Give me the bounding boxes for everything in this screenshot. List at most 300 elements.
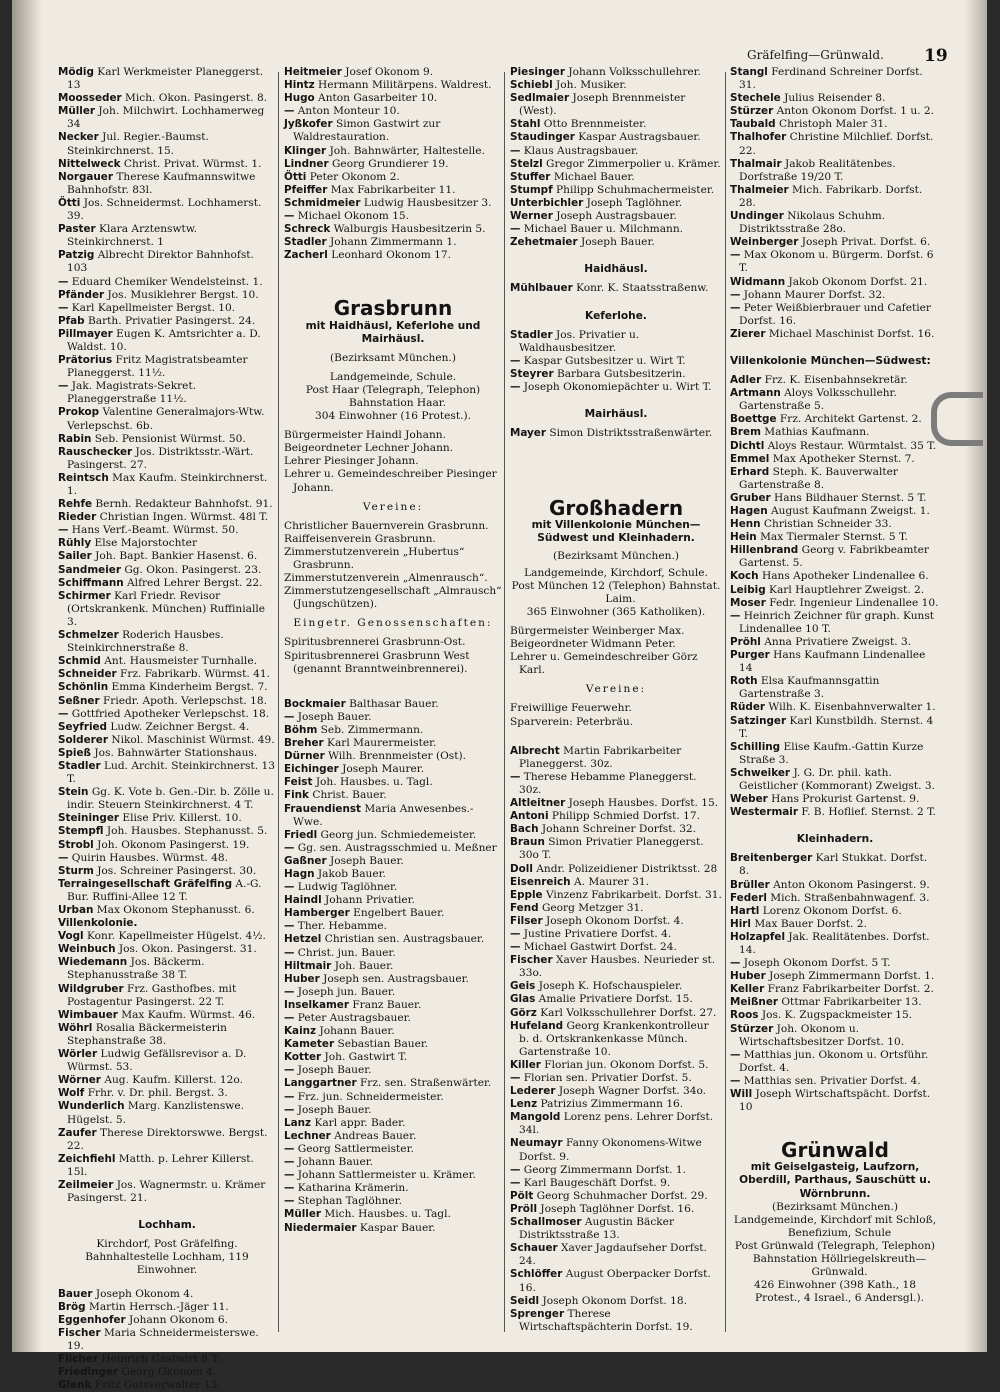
entry-surname: Prätorius (58, 354, 113, 367)
entry-surname: Necker (58, 131, 99, 144)
directory-entry (510, 427, 722, 440)
entry-surname: Vogl (58, 930, 84, 943)
directory-entry (510, 1098, 722, 1111)
directory-entry (284, 947, 502, 960)
directory-entry (510, 836, 722, 862)
directory-entry (730, 905, 940, 918)
entry-details: Max Kaufm. Steinkirchnerst. 1. (67, 471, 268, 497)
entry-surname: Federl (730, 891, 767, 904)
entry-surname: — (284, 1012, 295, 1024)
entry-details: Elsa Kaufmannsgattin Gartenstraße 3. (739, 675, 880, 701)
residents-list-mairhausl (510, 427, 722, 440)
directory-entry (284, 776, 502, 789)
text-line: Sparverein: Peterbräu. (510, 715, 634, 728)
entry-surname: Lanz (284, 1116, 312, 1129)
entry-details: Gregor Zimmerpolier u. Krämer. (546, 157, 721, 170)
directory-entry (510, 1295, 722, 1308)
entry-details: Karl appr. Bader. (314, 1116, 406, 1129)
entry-details: Seb. Zimmermann. (320, 723, 424, 736)
page-edge (965, 0, 987, 1352)
entry-details: Martin Fabrikarbeiter Planeggerst. 30z. (519, 744, 682, 770)
entry-surname: Fend (510, 901, 539, 914)
directory-entry (58, 564, 276, 577)
directory-entry (58, 747, 276, 760)
entry-surname: Stempfl (58, 825, 104, 838)
entry-details: Jos. Wagnermstr. u. Krämer Pasingerst. 21. (67, 1178, 266, 1205)
entry-surname: — (730, 957, 741, 970)
entry-surname: Pölt (510, 1189, 534, 1202)
entry-details: Philipp Schmied Dorfst. 17. (551, 810, 700, 823)
entry-details: Georg Krankenkontrolleur b. d. Ortskrankenkasse Münch. Gartenstraße 10. (519, 1019, 709, 1058)
directory-entry (510, 381, 722, 394)
entry-details: Klaus Austragsbauer. (523, 144, 639, 157)
directory-entry (730, 852, 940, 878)
entry-surname: — (284, 985, 295, 998)
entry-details: Christian Ingen. Würmst. 48l T. (99, 511, 269, 524)
entry-surname: — (284, 710, 295, 723)
entry-surname: Schirmer (58, 589, 111, 602)
entry-details: Jos. K. Zugspackmeister 15. (761, 1009, 913, 1022)
directory-entry (510, 171, 722, 184)
directory-entry (730, 767, 940, 793)
entry-surname: Schlöffer (510, 1268, 563, 1281)
entry-details: Joseph Okonom Dorfst. 18. (542, 1294, 687, 1307)
entry-details: A. Maurer 31. (573, 875, 649, 888)
entry-surname: Urban (58, 904, 94, 916)
directory-entry (58, 315, 276, 328)
entry-surname: Artmann (730, 387, 781, 400)
directory-entry (510, 1308, 722, 1334)
directory-entry (730, 158, 940, 184)
directory-entry (284, 171, 502, 184)
directory-entry (284, 763, 502, 776)
entry-details: Stephan Taglöhner. (297, 1195, 402, 1208)
entry-details: Karl Baugeschäft Dorfst. 9. (523, 1176, 671, 1189)
entry-details: Jos. Bäckerm. Stephanusstraße 38 T. (67, 956, 205, 982)
entry-surname: — (284, 1103, 295, 1116)
section-intro-lochham: Kirchdorf, Post Gräfelfing. Bahnhaltestelle Lochham, 119 Einwohner. (85, 1238, 249, 1277)
entry-surname: Wiedemann (58, 956, 128, 969)
directory-entry (510, 223, 722, 236)
entry-details: Fritz Gutsverwalter 13. (94, 1379, 221, 1392)
entry-surname: — (58, 275, 69, 288)
entry-surname: Mangold (510, 1111, 561, 1124)
text-line: Beigeordneter Lechner Johann. (284, 442, 454, 455)
entry-details: Sebastian Bauer. (337, 1038, 429, 1051)
entry-details: Ferdinand Schreiner Dorfst. 31. (739, 66, 923, 92)
entry-details: Augustin Bäcker Distriktsstraße 13. (519, 1216, 675, 1242)
entry-details: Therese Hebamme Planeggerst. 30z. (519, 770, 697, 796)
entry-surname: — (58, 380, 69, 393)
entry-surname: Feist (284, 776, 313, 789)
entry-surname: — (730, 249, 741, 262)
entry-surname: Geis (510, 980, 536, 993)
directory-entry (284, 894, 502, 907)
town-title-grasbrunn: Grasbrunn (333, 296, 453, 321)
vereine-label: Vereine: (362, 500, 424, 513)
entry-surname: Schweiker (730, 766, 791, 779)
entry-details: Georg Okonom 4. (121, 1366, 217, 1379)
entry-surname: — (730, 1048, 741, 1061)
directory-entry (58, 511, 276, 524)
directory-entry (730, 505, 940, 518)
directory-entry (730, 328, 940, 341)
directory-entry (58, 66, 276, 92)
directory-entry (510, 1242, 722, 1268)
entry-details: Jakob Bauer. (317, 867, 386, 880)
directory-entry (510, 876, 722, 889)
text-line: Post München 12 (Telephon) Bahnstat. Laim. (511, 579, 721, 605)
residents-list-lochham-cont (284, 66, 502, 262)
entry-details: Georg Zimmermann Dorfst. 1. (523, 1163, 687, 1176)
directory-entry (284, 210, 502, 223)
entry-surname: Thalhofer (730, 131, 787, 144)
entry-surname: Rieder (58, 511, 97, 524)
entry-surname: Bauer (58, 1287, 93, 1300)
entry-details: Frz. Fabrikarb. Würmst. 41. (120, 668, 270, 681)
entry-details: Philipp Schuhmachermeister. (556, 183, 715, 196)
directory-entry (730, 918, 940, 931)
directory-entry (730, 440, 940, 453)
directory-entry (510, 355, 722, 368)
entry-surname: Hillenbrand (730, 544, 799, 557)
directory-entry (730, 584, 940, 597)
entry-details: Joseph Zimmermann Dorfst. 1. (769, 970, 935, 983)
entry-details: Joseph Bauer. (297, 1103, 372, 1116)
entry-details: Vinzenz Fabrikarbeit. Dorfst. 31. (545, 888, 722, 901)
entry-details: Emma Kinderheim Bergst. 7. (111, 681, 268, 694)
entry-surname: Stumpf (510, 183, 553, 196)
entry-details: Elise Priv. Killerst. 10. (122, 812, 242, 825)
directory-entry (58, 668, 276, 681)
entry-surname: Mödig (58, 66, 94, 78)
directory-entry (284, 789, 502, 802)
entry-surname: Stelzl (510, 157, 543, 170)
directory-entry (284, 750, 502, 763)
entry-surname: Stadler (284, 236, 327, 249)
directory-entry (58, 865, 276, 878)
entry-surname: Kainz (284, 1025, 317, 1038)
directory-entry (284, 1195, 502, 1208)
entry-details: Joseph Wirtschaftspächt. Dorfst. 10 (739, 1088, 931, 1114)
entry-surname: Fischer (510, 954, 553, 967)
entry-details: Georg jun. Schmiedemeister. (320, 828, 477, 841)
entry-surname: Eisenreich (510, 875, 571, 888)
entry-details: Hans Prokurist Gartenst. 9. (771, 793, 920, 806)
entry-details: Franz Bauer. (352, 998, 422, 1011)
entry-surname: Wildgruber (58, 982, 124, 995)
entry-surname: Stadler (510, 328, 553, 341)
directory-entry (58, 1179, 276, 1205)
entry-details: Johann Zimmermann 1. (330, 236, 457, 249)
entry-surname: Will (730, 1088, 753, 1101)
directory-entry (730, 210, 940, 236)
entry-details: Christine Milchlief. Dorfst. 22. (739, 131, 934, 157)
entry-surname: Gruber (730, 491, 771, 504)
directory-entry (730, 518, 940, 531)
entry-details: Georg v. Fabrikbeamter Gartenst. 5. (739, 544, 929, 570)
entry-details: Ant. Hausmeister Turnhalle. (104, 655, 257, 668)
entry-details: Ottmar Fabrikarbeiter 13. (781, 996, 922, 1009)
directory-entry (510, 771, 722, 797)
entry-details: Jos. Schneidermst. Lochhamerst. 39. (67, 196, 262, 223)
entry-surname: — (58, 851, 69, 864)
entry-surname: — (730, 301, 741, 314)
entry-surname: Lindner (284, 157, 329, 170)
entry-surname: Weber (730, 793, 768, 806)
entry-surname: Strobl (58, 838, 94, 851)
text-line: Spiritusbrennerei Grasbrunn-Ost. (284, 636, 466, 649)
entry-surname: Rauschecker (58, 445, 133, 458)
directory-entry (730, 544, 940, 570)
entry-details: Simon Distriktsstraßenwärter. (549, 427, 713, 440)
directory-entry (730, 983, 940, 996)
entry-details: Johann Volksschullehrer. (568, 66, 701, 78)
entry-surname: Zacherl (284, 249, 328, 262)
entry-details: Max Tiermaler Sternst. 5 T. (760, 531, 908, 544)
directory-entry (730, 453, 940, 466)
entry-details: Therese Kaufmannswitwe Bahnhofstr. 83l. (67, 170, 256, 196)
entry-details: Therese Wirtschaftspächterin Dorfst. 19. (519, 1307, 693, 1333)
directory-entry (284, 1091, 502, 1104)
directory-entry (284, 842, 502, 855)
entry-details: Nikol. Maschinist Würmst. 49. (111, 733, 275, 746)
entry-surname: — (510, 1176, 521, 1189)
directory-entry (510, 158, 722, 171)
entry-surname: Meißner (730, 996, 778, 1009)
entry-surname: Klinger (284, 144, 327, 157)
entry-surname: Pfab (58, 314, 85, 327)
directory-entry (58, 1074, 276, 1087)
entry-details: Christ. Bauer. (312, 789, 387, 802)
entry-surname: Müller (284, 1208, 322, 1221)
directory-entry (58, 1048, 276, 1074)
directory-entry (730, 931, 940, 957)
text-line: Raiffeisenverein Grasbrunn. (284, 532, 436, 545)
entry-surname: — (284, 1169, 295, 1182)
text-line: Spiritusbrennerei Grasbrunn West (genannt Branntweinbrennerei). (284, 649, 470, 675)
entry-details: Joh. Gastwirt T. (324, 1051, 408, 1064)
entry-details: Joseph Okonom 4. (95, 1287, 194, 1300)
entry-details: Fedr. Ingenieur Lindenallee 10. (769, 596, 939, 609)
directory-entry (510, 810, 722, 823)
entry-details: Joseph K. Hofschauspieler. (538, 980, 683, 993)
text-line: 365 Einwohner (365 Katholiken). (526, 605, 706, 618)
entry-details: Frz. K. Eisenbahnsekretär. (764, 374, 908, 387)
entry-details: Matthias jun. Okonom u. Ortsführ. Dorfst. 4. (739, 1048, 929, 1074)
entry-surname: Sailer (58, 550, 92, 563)
entry-surname: Pröll (510, 1202, 538, 1215)
entry-surname: Zierer (730, 327, 766, 340)
town-subtitle-grasbrunn: mit Haidhäusl, Keferlohe und Mairhäusl. (305, 319, 481, 345)
entry-surname: Pfeiffer (284, 183, 328, 196)
entry-surname: Hamberger (284, 907, 350, 920)
entry-surname: — (510, 144, 521, 157)
directory-entry (284, 1038, 502, 1051)
directory-entry (58, 825, 276, 838)
directory-entry (730, 701, 940, 714)
entry-surname: Leibig (730, 583, 766, 596)
entry-surname: Boettge (730, 413, 777, 426)
entry-surname: Widmann (730, 275, 786, 288)
directory-entry (730, 597, 940, 610)
directory-entry (284, 1208, 502, 1221)
entry-surname: Holzapfel (730, 930, 786, 943)
entry-details: Aloys Volksschullehr. Gartenstraße 5. (739, 387, 897, 413)
entry-surname: Schauer (510, 1242, 558, 1255)
text-line: Post Haar (Telegraph, Telephon) Bahnstation Haar. (305, 383, 481, 409)
entry-details: Jul. Regier.-Baumst. Steinkirchnerst. 15. (67, 131, 209, 157)
directory-entry (510, 797, 722, 810)
entry-surname: Stürzer (730, 1022, 774, 1035)
entry-surname: Undinger (730, 210, 784, 223)
entry-surname: Patzig (58, 249, 95, 262)
directory-entry (284, 184, 502, 197)
directory-entry (58, 655, 276, 668)
directory-entry (58, 930, 276, 943)
entry-details: Florian jun. Okonom Dorfst. 5. (544, 1058, 709, 1071)
entry-details: Gg. sen. Austragsschmied u. Meßner (297, 841, 497, 854)
directory-entry (510, 66, 722, 79)
entry-surname: Purger (730, 649, 770, 662)
entry-surname: Stürzer (730, 105, 774, 118)
entry-surname: Huber (730, 970, 766, 983)
entry-details: Marg. Kanzlistenswe. Hügelst. 5. (67, 1100, 245, 1126)
entry-details: Joseph Bauer. (297, 710, 372, 723)
entry-surname: Seidl (510, 1294, 540, 1307)
entry-details: Patrizius Zimmermann 16. (540, 1098, 684, 1111)
entry-surname: — (510, 927, 521, 940)
entry-surname: — (284, 920, 295, 933)
entry-surname: Sprenger (510, 1307, 565, 1320)
entry-details: Joseph Okonom Dorfst. 5 T. (743, 957, 891, 970)
entry-surname: — (730, 609, 741, 622)
entry-details: Max Kaufm. Würmst. 46. (121, 1008, 256, 1021)
entry-details: Martin Herrsch.-Jäger 11. (89, 1300, 229, 1313)
directory-entry (284, 973, 502, 986)
text-line: Post Grünwald (Telegraph, Telephon) Bahnstation Höllriegelskreuth—Grünwald. (734, 1239, 936, 1279)
entry-surname: Piesinger (510, 66, 565, 78)
entry-surname: Ötti (58, 196, 81, 209)
directory-entry (284, 92, 502, 105)
entry-details: Kaspar Austragsbauer. (578, 131, 701, 144)
entry-details: Quirin Hausbes. Würmst. 48. (71, 851, 229, 864)
entry-details: Jakob Okonom Dorfst. 21. (788, 275, 928, 288)
entry-surname: Gaßner (284, 854, 327, 867)
entry-surname: Kotter (284, 1051, 322, 1064)
directory-entry (510, 145, 722, 158)
entry-details: Joseph jun. Bauer. (297, 985, 396, 998)
entry-details: Andr. Polizeidiener Distriktsst. 28 (536, 862, 718, 875)
directory-entry (510, 915, 722, 928)
entry-surname: Mühlbauer (510, 282, 573, 295)
directory-entry (58, 433, 276, 446)
entry-details: Justine Privatiere Dorfst. 4. (523, 927, 672, 940)
entry-details: Heinrich Zeichner für graph. Kunst Lindenallee 10 T. (739, 609, 935, 635)
entry-details: Jos. Musiklehrer Bergst. 10. (107, 288, 259, 301)
intro-gruenwald (730, 1214, 940, 1306)
entry-details: F. B. Hoflief. Sternst. 2 T. (801, 806, 937, 819)
entry-details: Jos. Okon. Pasingerst. 31. (118, 943, 257, 956)
entry-surname: Rehfe (58, 498, 93, 511)
entry-surname: Paster (58, 223, 96, 236)
entry-surname: Görz (510, 1006, 537, 1019)
directory-entry (730, 289, 940, 302)
directory-entry (510, 118, 722, 131)
entry-surname: — (284, 1090, 295, 1103)
directory-entry (730, 413, 940, 426)
directory-entry (284, 724, 502, 737)
directory-entry (730, 1023, 940, 1049)
entry-surname: Stangl (730, 66, 768, 78)
directory-entry (58, 197, 276, 223)
entry-surname: Weinbuch (58, 943, 116, 956)
entry-surname: Sedlmaier (510, 92, 570, 105)
directory-entry (730, 302, 940, 328)
directory-entry (730, 118, 940, 131)
entry-details: Fritz Magistratsbeamter Planeggerst. 11½. (67, 354, 248, 380)
directory-entry (730, 249, 940, 275)
directory-entry (58, 1366, 276, 1379)
entry-surname: Hirl (730, 917, 751, 930)
entry-details: Hans Apotheker Lindenallee 6. (761, 570, 929, 583)
entry-surname: Unterbichler (510, 196, 584, 209)
entry-surname: Moosseder (58, 92, 122, 105)
genossenschaften-grasbrunn (284, 636, 502, 675)
entry-details: Gg. K. Vote b. Gen.-Dir. b. Zölle u. indir. Steuern Steinkirchnerst. 4 T. (67, 786, 274, 812)
entry-surname: Ötti (284, 170, 307, 183)
entry-details: Joh. Hausbes. Stephanusst. 5. (106, 825, 268, 838)
entry-details: Fanny Okonomens-Witwe Dorfst. 9. (519, 1137, 702, 1163)
directory-entry (730, 957, 940, 970)
entry-details: Joseph Bauer. (580, 236, 655, 249)
entry-details: Maria Schneidermeisterswe. 19. (67, 1326, 259, 1352)
directory-entry (284, 1156, 502, 1169)
entry-details: Michael Gastwirt Dorfst. 24. (523, 941, 677, 954)
entry-details: Franz Fabrikarbeiter Dorfst. 2. (767, 983, 934, 996)
entry-surname: — (730, 288, 741, 301)
directory-entry (510, 941, 722, 954)
entry-details: Rosalia Bäckermeisterin Stephanstraße 38. (67, 1021, 227, 1047)
directory-entry (58, 943, 276, 956)
entry-details: Johann Okonom 6. (129, 1313, 229, 1326)
entry-details: Balthasar Bauer. (349, 697, 439, 710)
directory-entry (730, 92, 940, 105)
directory-entry (284, 197, 502, 210)
directory-entry (284, 855, 502, 868)
directory-entry (730, 1009, 940, 1022)
directory-entry (58, 1327, 276, 1353)
directory-entry (284, 1104, 502, 1117)
entry-surname: Werner (510, 210, 553, 223)
town-subtitle-grosshadern: mit Villenkolonie München—Südwest und Kleinhadern. (531, 519, 701, 545)
entry-details: Joseph Bauer. (297, 1064, 372, 1077)
entry-surname: — (284, 881, 295, 894)
entry-surname: Brem (730, 426, 761, 439)
entry-surname: Hetzel (284, 933, 322, 946)
directory-entry (510, 745, 722, 771)
directory-entry (510, 1268, 722, 1294)
entry-details: Peter Weißbierbrauer und Cafetier Dorfst. 16. (739, 301, 931, 327)
entry-surname: Koch (730, 570, 759, 583)
directory-entry (284, 1182, 502, 1195)
entry-details: Karl Maurermeister. (327, 737, 437, 750)
entry-surname: — (284, 946, 295, 959)
entry-surname: Zeichfiehl (58, 1152, 116, 1165)
directory-entry (510, 92, 722, 118)
text-line: Landgemeinde, Kirchdorf mit Schloß, Benefizium, Schule (733, 1213, 937, 1239)
directory-entry (510, 863, 722, 876)
